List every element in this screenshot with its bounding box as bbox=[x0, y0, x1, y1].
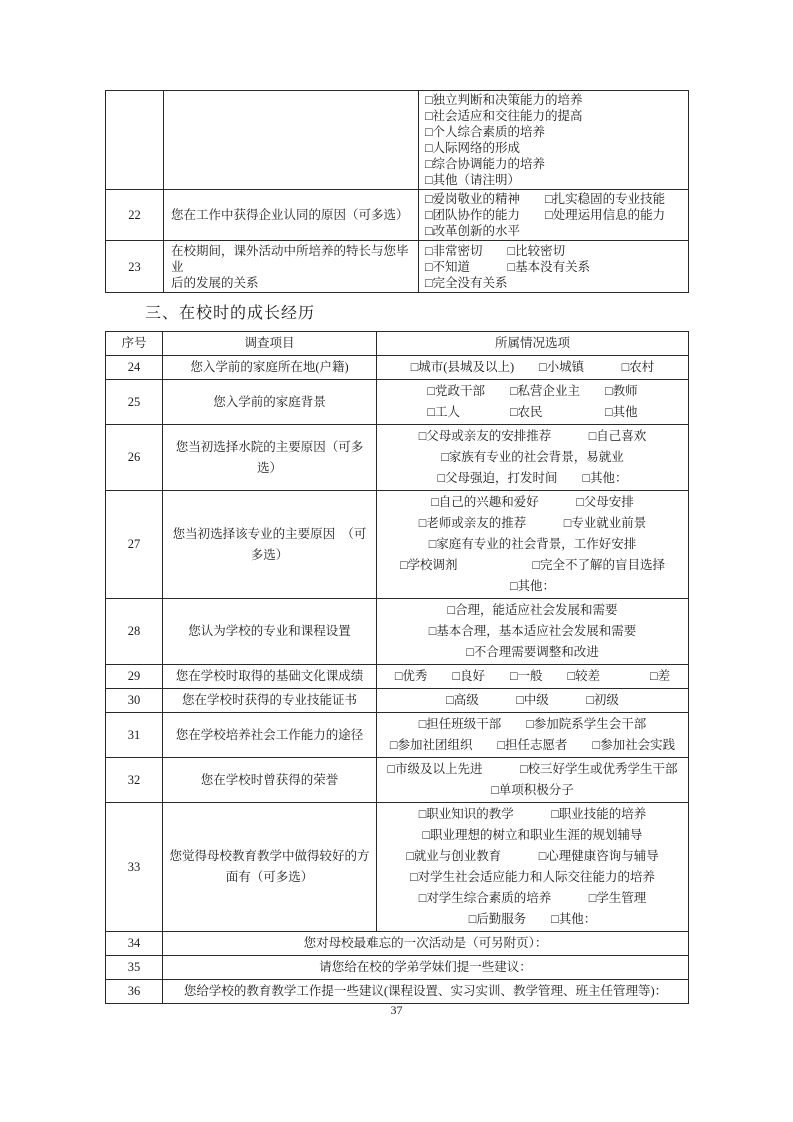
question-cell bbox=[163, 689, 377, 713]
options-cell bbox=[377, 491, 689, 599]
options-cell bbox=[377, 713, 689, 758]
table-row-26 bbox=[106, 425, 689, 491]
options-cell bbox=[377, 599, 689, 665]
table-row-23 bbox=[106, 241, 689, 293]
options-cell bbox=[419, 190, 689, 241]
document-body bbox=[105, 90, 688, 1004]
text-line: □职业理想的树立和职业生涯的规划辅导 bbox=[422, 828, 643, 842]
text-line: □对学生综合素质的培养 □学生管理 bbox=[418, 891, 647, 905]
table-row-31 bbox=[106, 713, 689, 758]
table-row-35 bbox=[106, 956, 689, 980]
text-line: □非常密切 □比较密切 bbox=[425, 243, 566, 258]
question-cell bbox=[163, 425, 377, 491]
page-number: 37 bbox=[390, 1003, 403, 1017]
text-line: □党政干部 □私营企业主 □教师 bbox=[427, 384, 638, 398]
text-line: 您当初选择该专业的主要原因 （可 bbox=[172, 526, 367, 541]
options-cell bbox=[377, 425, 689, 491]
row-number-cell: 31 bbox=[106, 713, 163, 758]
row-number-cell: 34 bbox=[106, 932, 163, 956]
table-row-33 bbox=[106, 803, 689, 932]
text-line: 您在工作中获得企业认同的原因（可多选） bbox=[171, 208, 409, 222]
text-line: □对学生社会适应能力和人际交往能力的培养 bbox=[409, 870, 656, 884]
options-cell bbox=[419, 91, 689, 190]
text-line: □团队协作的能力 □处理运用信息的能力 bbox=[425, 208, 666, 222]
table-row-27 bbox=[106, 491, 689, 599]
text-line: □父母或亲友的安排推荐 □自己喜欢 bbox=[418, 429, 647, 443]
row-number-cell: 27 bbox=[106, 491, 163, 599]
row-number-cell bbox=[106, 91, 164, 190]
text-line: 您入学前的家庭背景 bbox=[213, 394, 326, 409]
text-line: □担任班级干部 □参加院系学生会干部 bbox=[418, 717, 647, 731]
text-line: □其他： bbox=[509, 579, 556, 593]
text-line: □合理，能适应社会发展和需要 bbox=[447, 603, 618, 617]
open-question-cell: 请您给在校的学弟学妹们提一些建议： bbox=[163, 956, 689, 980]
text-line: □不合理需要调整和改进 bbox=[466, 645, 599, 659]
table-row-24 bbox=[106, 356, 689, 380]
table-row-30 bbox=[106, 689, 689, 713]
table-row-22 bbox=[106, 190, 689, 241]
text-line: □家庭有专业的社会背景，工作好安排 bbox=[428, 537, 637, 551]
question-cell bbox=[164, 91, 419, 190]
text-line: 您在学校时取得的基础文化课成绩 bbox=[175, 669, 364, 683]
open-question-cell: 您对母校最难忘的一次活动是（可另附页）： bbox=[163, 932, 689, 956]
text-line: 您认为学校的专业和课程设置 bbox=[188, 624, 351, 638]
table-row-34 bbox=[106, 932, 689, 956]
text-line: □不知道 □基本没有关系 bbox=[425, 259, 591, 274]
row-number-cell: 29 bbox=[106, 665, 163, 689]
options-cell bbox=[377, 689, 689, 713]
table-row-25 bbox=[106, 380, 689, 425]
header-options: 所属情况选项 bbox=[377, 332, 689, 356]
text-line: □后勤服务 □其他： bbox=[468, 912, 597, 926]
table-school-growth bbox=[105, 331, 689, 1004]
text-line: 面有（可多选） bbox=[225, 870, 314, 884]
options-cell bbox=[419, 241, 689, 293]
text-line: 后的发展的关系 bbox=[171, 275, 259, 290]
text-line: □其他（请注明） bbox=[425, 173, 521, 187]
options-cell bbox=[377, 380, 689, 425]
text-line: □个人综合素质的培养 bbox=[425, 125, 546, 139]
text-line: 您觉得母校教育教学中做得较好的方 bbox=[169, 849, 370, 863]
text-line: □单项积极分子 bbox=[491, 783, 574, 797]
text-line: □完全没有关系 bbox=[425, 275, 508, 290]
text-line: □自己的兴趣和爱好 □父母安排 bbox=[431, 495, 634, 509]
text-line: □父母强迫，打发时间 □其他： bbox=[437, 471, 628, 485]
options-cell bbox=[377, 665, 689, 689]
header-item: 调查项目 bbox=[163, 332, 377, 356]
text-line: 您在学校时曾获得的荣誉 bbox=[200, 772, 339, 787]
question-cell bbox=[163, 758, 377, 803]
row-number-cell: 23 bbox=[106, 241, 164, 293]
question-cell bbox=[163, 356, 377, 380]
text-line: 在校期间，课外活动中所培养的特长与您毕业 bbox=[171, 243, 409, 274]
text-line: □就业与创业教育 □心理健康咨询与辅导 bbox=[406, 849, 659, 863]
text-line: 您在学校培养社会工作能力的途径 bbox=[175, 727, 364, 742]
text-line: □高级 □中级 □初级 bbox=[446, 693, 619, 707]
text-line: □职业知识的教学 □职业技能的培养 bbox=[418, 807, 647, 821]
row-number-cell: 26 bbox=[106, 425, 163, 491]
question-cell bbox=[163, 803, 377, 932]
text-line: □市级及以上先进 □校三好学生或优秀学生干部 bbox=[387, 762, 678, 776]
row-number-cell: 24 bbox=[106, 356, 163, 380]
table-row-continuation bbox=[106, 91, 689, 190]
text-line: □工人 □农民 □其他 bbox=[427, 405, 638, 419]
text-line: □爱岗敬业的精神 □扎实稳固的专业技能 bbox=[425, 192, 666, 206]
options-cell bbox=[377, 356, 689, 380]
text-line: □综合协调能力的培养 bbox=[425, 157, 546, 171]
text-line: 多选） bbox=[250, 547, 289, 562]
question-cell bbox=[163, 491, 377, 599]
text-line: □老师或亲友的推荐 □专业就业前景 bbox=[418, 516, 647, 530]
text-line: □基本合理，基本适应社会发展和需要 bbox=[428, 624, 637, 638]
question-cell bbox=[163, 713, 377, 758]
open-question-cell: 您给学校的教育教学工作提一些建议(课程设置、实习实训、教学管理、班主任管理等)： bbox=[163, 980, 689, 1004]
question-cell bbox=[163, 599, 377, 665]
text-line: □城市(县城及以上) □小城镇 □农村 bbox=[410, 360, 655, 374]
row-number-cell: 22 bbox=[106, 190, 164, 241]
table-employment-questions bbox=[105, 90, 689, 293]
options-cell bbox=[377, 758, 689, 803]
text-line: □改革创新的水平 bbox=[425, 224, 521, 238]
table-row-32 bbox=[106, 758, 689, 803]
row-number-cell: 25 bbox=[106, 380, 163, 425]
text-line: □优秀 □良好 □一般 □较差 □差 bbox=[394, 669, 671, 683]
table-row-36 bbox=[106, 980, 689, 1004]
row-number-cell: 33 bbox=[106, 803, 163, 932]
text-line: □家族有专业的社会背景，易就业 bbox=[441, 450, 624, 464]
text-line: 您在学校时获得的专业技能证书 bbox=[181, 693, 357, 707]
text-line: □参加社团组织 □担任志愿者 □参加社会实践 bbox=[389, 738, 676, 752]
section-heading: 三、在校时的成长经历 bbox=[145, 305, 316, 322]
table-row-29 bbox=[106, 665, 689, 689]
options-cell bbox=[377, 803, 689, 932]
text-line: 您入学前的家庭所在地(户籍) bbox=[190, 360, 349, 374]
text-line: □社会适应和交往能力的提高 bbox=[425, 109, 583, 123]
row-number-cell: 30 bbox=[106, 689, 163, 713]
question-cell bbox=[164, 190, 419, 241]
header-number: 序号 bbox=[106, 332, 163, 356]
row-number-cell: 28 bbox=[106, 599, 163, 665]
table-header-row bbox=[106, 332, 689, 356]
table-row-28 bbox=[106, 599, 689, 665]
text-line: □人际网络的形成 bbox=[425, 141, 521, 155]
question-cell bbox=[164, 241, 419, 293]
text-line: 您当初选择水院的主要原因（可多选） bbox=[175, 439, 364, 475]
row-number-cell: 36 bbox=[106, 980, 163, 1004]
row-number-cell: 32 bbox=[106, 758, 163, 803]
text-line: □学校调剂 □完全不了解的盲目选择 bbox=[399, 558, 666, 572]
question-cell bbox=[163, 380, 377, 425]
text-line: □独立判断和决策能力的培养 bbox=[425, 93, 583, 107]
row-number-cell: 35 bbox=[106, 956, 163, 980]
question-cell bbox=[163, 665, 377, 689]
